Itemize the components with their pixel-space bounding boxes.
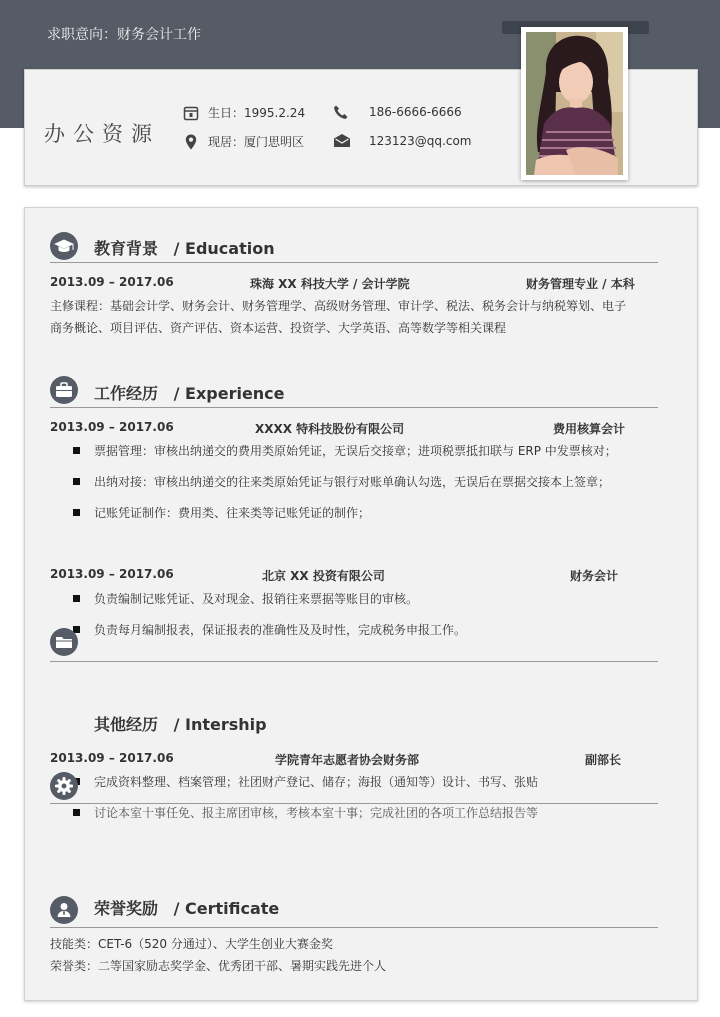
- experience-title-en: / Experience: [173, 384, 285, 403]
- job1-duty: 记账凭证制作：费用类、往来类等记账凭证的制作；: [94, 506, 371, 520]
- folder-icon: [50, 628, 78, 656]
- person-icon: [50, 896, 78, 924]
- job2-company: 北京 XX 投资有限公司: [262, 569, 385, 583]
- other-position: 副部长: [585, 753, 622, 767]
- birthday-info: [183, 104, 305, 121]
- graduation-cap-icon: [50, 232, 78, 260]
- location-info: [183, 133, 304, 150]
- education-courses-line-2: 商务概论、项目评估、资产评估、资本运营、投资学、大学英语、高等数学等相关课程: [50, 321, 507, 335]
- location-text: 现居：厦门思明区: [208, 135, 305, 149]
- education-title-cn: 教育背景: [94, 239, 159, 258]
- job1-position: 费用核算会计: [553, 422, 626, 436]
- certificate-gear-icon-wrap: [50, 772, 78, 800]
- experience-title: [94, 381, 285, 404]
- job2-position: 财务会计: [570, 569, 619, 583]
- email-text: 123123@qq.com: [369, 133, 472, 148]
- portrait-image: [526, 32, 623, 175]
- job1-date: 2013.09 – 2017.06: [50, 420, 174, 434]
- phone-info: [333, 104, 462, 120]
- education-school: 珠海 XX 科技大学 / 会计学院: [250, 277, 410, 291]
- other-title: [94, 712, 267, 735]
- job2-duty: 负责编制记账凭证、及对现金、报销往来票据等账目的审核。: [94, 592, 419, 606]
- job1-bullet: [73, 478, 80, 485]
- job2-date: 2013.09 – 2017.06: [50, 567, 174, 581]
- candidate-name: 办公资源: [44, 122, 160, 146]
- other-duty: 讨论本室十事任免、报主席团审核，考核本室十事；完成社团的各项工作总结报告等: [94, 806, 539, 820]
- certificate-honors: 荣誉类：二等国家励志奖学金、优秀团干部、暑期实践先进个人: [50, 959, 387, 973]
- phone-text: 186-6666-6666: [369, 105, 462, 119]
- education-date: 2013.09 – 2017.06: [50, 275, 174, 289]
- job1-company: XXXX 特科技股份有限公司: [255, 422, 405, 436]
- experience-title-cn: 工作经历: [94, 384, 159, 403]
- briefcase-icon: [50, 376, 78, 404]
- certificate-divider: [50, 927, 658, 928]
- profile-photo: [521, 27, 628, 180]
- job2-duty: 负责每月编制报表，保证报表的准确性及及时性，完成税务申报工作。: [94, 623, 467, 637]
- job-objective: 求职意向：财务会计工作: [47, 27, 201, 43]
- other-date: 2013.09 – 2017.06: [50, 751, 174, 765]
- job1-bullet: [73, 447, 80, 454]
- job1-duty: 票据管理：审核出纳递交的费用类原始凭证，无误后交接章；进项税票抵扣联与 ERP 中发票核对；: [94, 444, 617, 458]
- experience-divider: [50, 407, 658, 408]
- education-title: [94, 236, 275, 259]
- other-section-icon: [50, 628, 78, 656]
- education-courses-line-1: 主修课程：基础会计学、财务会计、财务管理学、高级财务管理、审计学、税法、税务会计与纳税筹划、电子: [50, 299, 627, 313]
- certificate-section-icon: [50, 896, 78, 924]
- gear-icon: [50, 772, 78, 800]
- other-bullet: [73, 809, 80, 816]
- certificate-title-cn: 荣誉奖励: [94, 899, 159, 918]
- job1-duty: 出纳对接：审核出纳递交的往来类原始凭证与银行对账单确认勾选，无误后在票据交接本上签章；: [94, 475, 611, 489]
- certificate-title: [94, 896, 279, 919]
- phone-icon: [333, 104, 349, 120]
- education-title-en: / Education: [173, 239, 275, 258]
- job2-bullet: [73, 595, 80, 602]
- education-section-icon: [50, 232, 78, 260]
- calendar-icon: [183, 105, 199, 121]
- other-title-en: / Intership: [173, 715, 267, 734]
- education-divider: [50, 262, 658, 263]
- certificate-title-en: / Certificate: [173, 899, 280, 918]
- envelope-icon: [333, 133, 351, 148]
- email-info: [333, 133, 472, 148]
- other-organization: 学院青年志愿者协会财务部: [275, 753, 420, 767]
- experience-section-icon: [50, 376, 78, 404]
- certificate-skills: 技能类：CET-6（520 分通过）、大学生创业大赛金奖: [50, 937, 333, 951]
- education-major: 财务管理专业 / 本科: [526, 277, 635, 291]
- birthday-text: 生日：1995.2.24: [208, 106, 306, 120]
- other-duty: 完成资料整理、档案管理；社团财产登记、储存；海报（通知等）设计、书写、张贴: [94, 775, 539, 789]
- other-divider: [50, 661, 658, 662]
- location-pin-icon: [183, 134, 199, 150]
- job1-bullet: [73, 509, 80, 516]
- other-title-cn: 其他经历: [94, 715, 159, 734]
